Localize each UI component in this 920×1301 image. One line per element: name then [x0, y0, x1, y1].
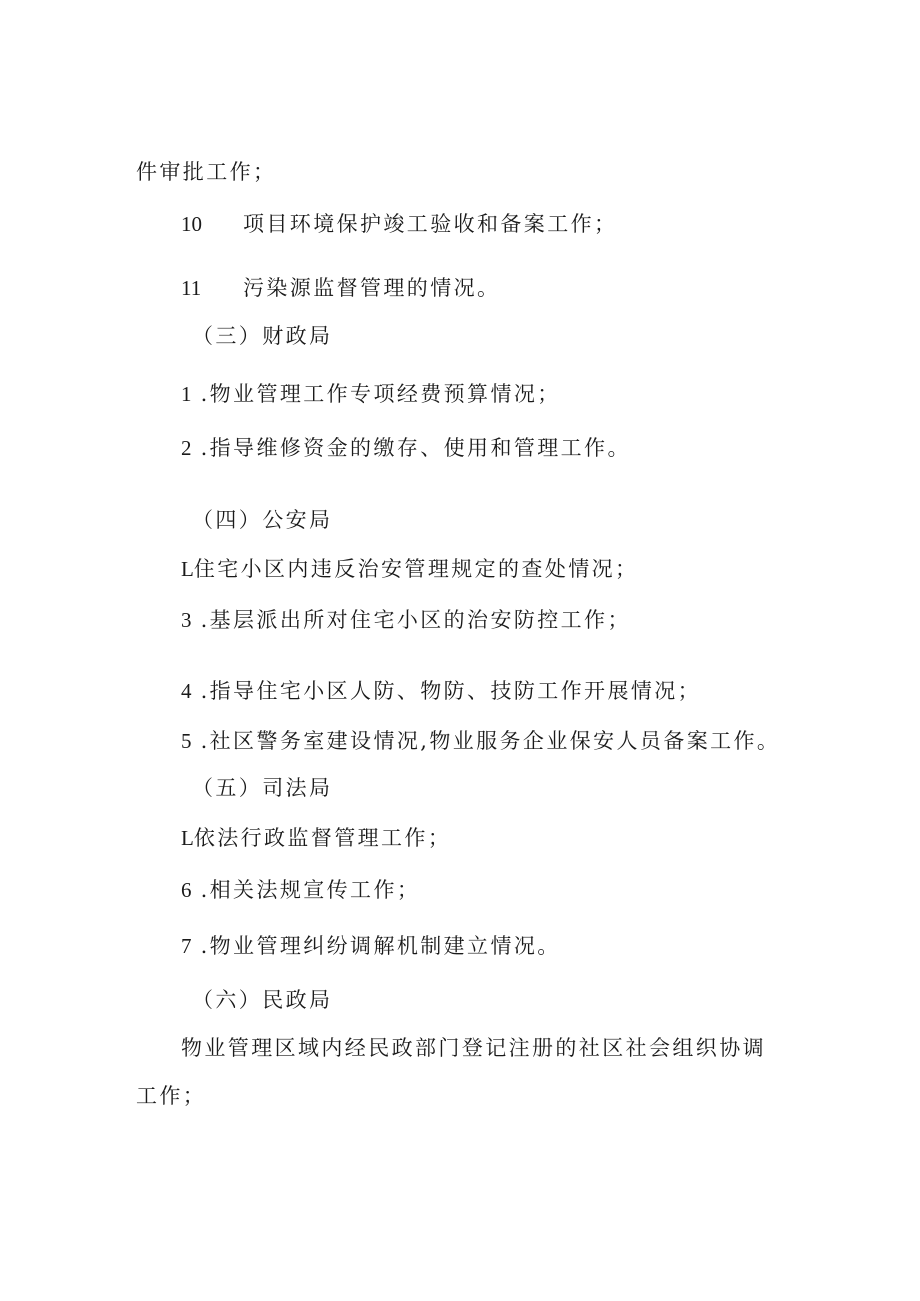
item-number: 7 — [181, 934, 192, 958]
item-number: 10 — [181, 212, 202, 236]
list-item-3 — [181, 606, 631, 634]
item-text: .指导住宅小区人防、物防、技防工作开展情况； — [200, 679, 702, 703]
item-number: 5 — [181, 729, 192, 753]
continuation-line: 件审批工作； — [136, 160, 277, 184]
list-item-L-justice — [181, 824, 451, 852]
item-text: .指导维修资金的缴存、使用和管理工作。 — [200, 436, 631, 460]
section-heading-civil-affairs: （六）民政局 — [192, 988, 333, 1012]
list-item-L-public-security — [181, 555, 638, 583]
list-item-4 — [181, 677, 701, 705]
list-item-10 — [181, 210, 617, 238]
item-text: .相关法规宣传工作； — [200, 878, 421, 902]
item-text: .物业管理工作专项经费预算情况； — [200, 382, 561, 406]
section-heading-finance: （三）财政局 — [192, 324, 333, 348]
list-item-5 — [181, 727, 780, 755]
item-text: 污染源监督管理的情况。 — [243, 276, 501, 300]
item-text: .基层派出所对住宅小区的治安防控工作； — [200, 608, 631, 632]
list-item-7 — [181, 932, 561, 960]
item-text: .物业管理纠纷调解机制建立情况。 — [200, 934, 561, 958]
item-number: 1 — [181, 382, 192, 406]
item-number: 3 — [181, 608, 192, 632]
item-number: 6 — [181, 878, 192, 902]
list-item-6 — [181, 876, 420, 904]
section-heading-public-security: （四）公安局 — [192, 508, 333, 532]
list-item-1-finance — [181, 380, 561, 408]
item-text: 依法行政监督管理工作； — [193, 826, 452, 850]
item-prefix: L — [181, 557, 194, 581]
item-number: 11 — [181, 276, 202, 300]
paragraph-continuation-line: 工作； — [136, 1084, 207, 1108]
item-number: 2 — [181, 436, 192, 460]
item-text: 住宅小区内违反治安管理规定的查处情况； — [193, 557, 639, 581]
list-item-2-finance — [181, 434, 631, 462]
item-prefix: L — [181, 826, 194, 850]
item-number: 4 — [181, 679, 192, 703]
item-text: 项目环境保护竣工验收和备案工作； — [243, 212, 618, 236]
list-item-11 — [181, 274, 500, 302]
paragraph-line: 物业管理区域内经民政部门登记注册的社区社会组织协调 — [181, 1036, 766, 1060]
item-text: .社区警务室建设情况,物业服务企业保安人员备案工作。 — [200, 729, 781, 753]
section-heading-justice: （五）司法局 — [192, 776, 333, 800]
